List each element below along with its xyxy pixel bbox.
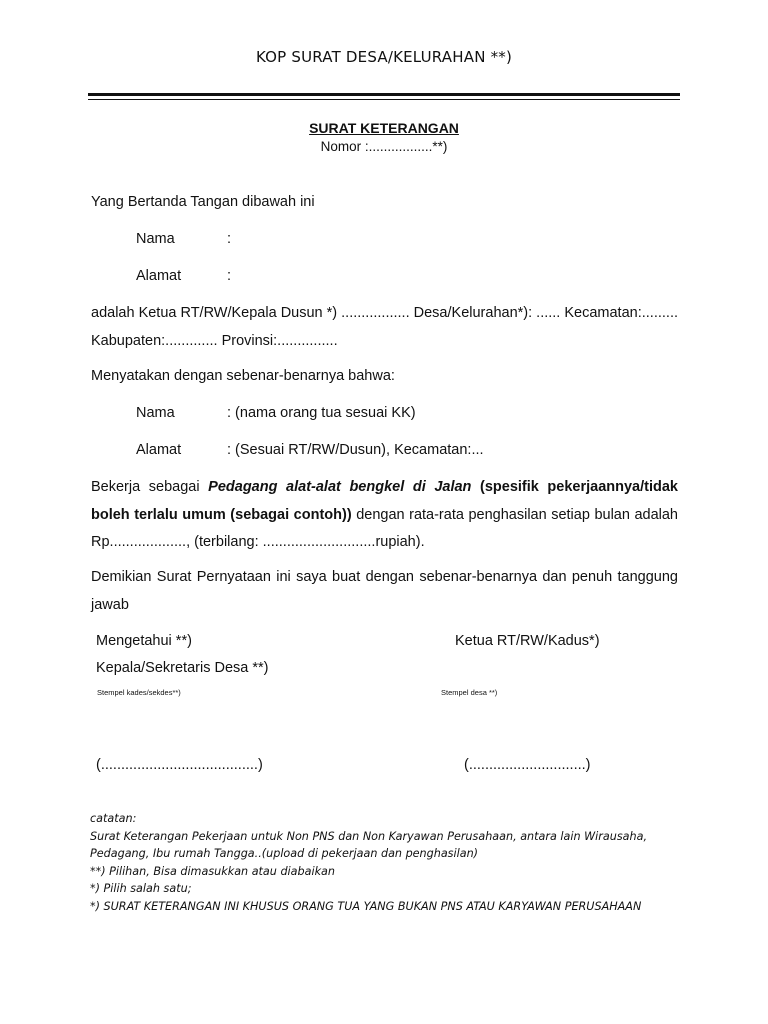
letterhead: KOP SURAT DESA/KELURAHAN **) [255, 48, 513, 66]
signer-name-label: Nama [136, 231, 175, 247]
letterhead-divider-thin [88, 99, 680, 100]
notes-line: *) Pilih salah satu; [90, 882, 192, 895]
statement-text: Menyatakan dengan sebenar-benarnya bahwa: [91, 368, 395, 384]
work-note: (spesifik pekerjaannya/tidak boleh terlalu umum (sebagai contoh)) [91, 479, 678, 523]
notes-line: **) Pilihan, Bisa dimasukkan atau diabaikan [90, 864, 335, 878]
signer-address-label: Alamat [136, 268, 182, 284]
notes-line: Surat Keterangan Pekerjaan untuk Non PNS dan Non Karyawan Perusahaan, antara lain Wirausaha, [90, 829, 648, 843]
left-signature-name: (.......................................) [96, 757, 263, 773]
right-signature-name: (.............................) [464, 757, 591, 773]
left-signature-role: Kepala/Sekretaris Desa **) [96, 660, 269, 676]
closing-paragraph: Demikian Surat Pernyataan ini saya buat dengan sebenar-benarnya dan penuh tanggung jawab [91, 569, 678, 613]
right-signature-title: Ketua RT/RW/Kadus*) [455, 633, 600, 649]
right-stamp-label: Stempel desa **) [441, 688, 498, 697]
subject-address-label: Alamat [136, 442, 182, 458]
document-title: SURAT KETERANGAN [309, 120, 459, 136]
notes-line: Pedagang, Ibu rumah Tangga..(upload di pekerjaan dan penghasilan) [90, 847, 479, 860]
work-lead: Bekerja sebagai [91, 479, 209, 495]
left-stamp-label: Stempel kades/sekdes**) [97, 688, 181, 697]
notes-block [90, 810, 690, 915]
role-paragraph: adalah Ketua RT/RW/Kepala Dusun *) ................. Desa/Kelurahan*): ...... Kecamatan:......... Kabupaten:............. Provinsi:............... [91, 305, 678, 349]
work-job-example: Pedagang alat-alat bengkel di Jalan [208, 479, 472, 495]
notes-heading: catatan: [90, 812, 137, 825]
intro-text: Yang Bertanda Tangan dibawah ini [91, 194, 315, 210]
work-paragraph [91, 474, 678, 557]
subject-name-value: : (nama orang tua sesuai KK) [227, 405, 416, 421]
notes-line: *) SURAT KETERANGAN INI KHUSUS ORANG TUA YANG BUKAN PNS ATAU KARYAWAN PERUSAHAAN [90, 899, 642, 913]
letterhead-divider-thick [88, 93, 680, 96]
left-signature-title: Mengetahui **) [96, 633, 192, 649]
subject-name-label: Nama [136, 405, 175, 421]
work-rest: dengan rata-rata penghasilan setiap bulan adalah Rp..................., (terbilang: ............................rupiah). [91, 506, 678, 550]
signer-name-colon: : [227, 231, 232, 247]
signer-address-colon: : [227, 268, 232, 284]
document-number: Nomor :.................**) [320, 139, 448, 154]
subject-address-value: : (Sesuai RT/RW/Dusun), Kecamatan:... [227, 442, 484, 458]
